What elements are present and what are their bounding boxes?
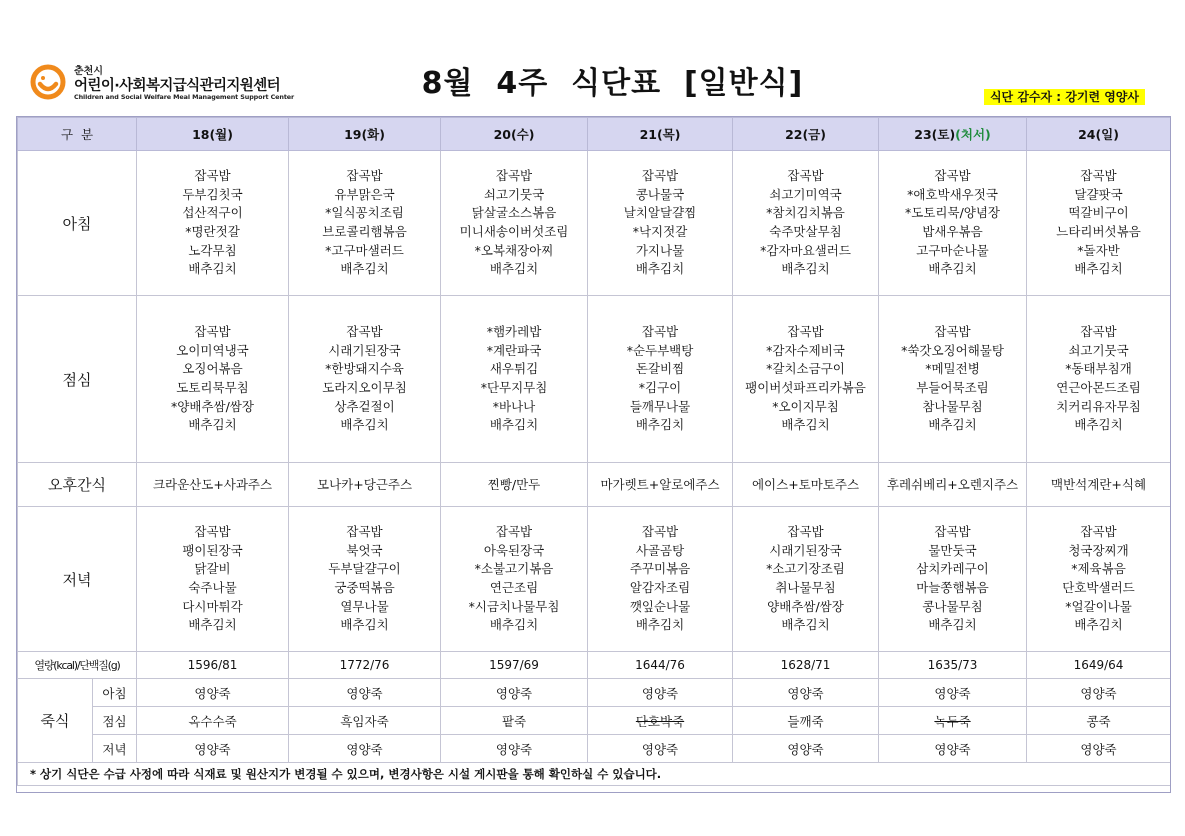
- meal-cell: [1027, 507, 1171, 652]
- dish-item: 숙주나물: [188, 580, 237, 595]
- dish-item: 노각무침: [188, 242, 237, 258]
- porridge-lunch-row: [18, 707, 1171, 735]
- dish-item: 배추김치: [928, 261, 977, 277]
- supervisor-label: 식단 감수자 : 강기련 영양사: [984, 89, 1145, 105]
- dish-item: 배추김치: [1074, 617, 1123, 633]
- dish-item: *낙지젓갈: [632, 224, 688, 239]
- dish-item: 마늘쫑햄볶음: [916, 580, 989, 595]
- dish-item: 잡곡밥: [934, 524, 971, 540]
- dish-item: 쇠고기미역국: [769, 186, 842, 202]
- day-header: 21(목): [588, 118, 733, 151]
- dish-item: *애호박새우젓국: [907, 186, 998, 202]
- meal-cell: [289, 296, 441, 463]
- snack-cell: 찐빵/만두: [441, 463, 588, 507]
- porridge-sub-label: 저녁: [93, 735, 137, 763]
- dish-item: 부들어묵조림: [916, 380, 989, 395]
- dish-item: 쇠고기뭇국: [483, 186, 545, 202]
- dish-item: *오이지무침: [772, 398, 839, 414]
- meal-cell: [879, 507, 1027, 652]
- meal-cell: [137, 296, 289, 463]
- dish-item: 잡곡밥: [1080, 524, 1117, 540]
- dish-item: 양배추쌈/쌈장: [767, 598, 844, 614]
- dish-item: 잡곡밥: [641, 524, 679, 540]
- dish-item: *메밀전병: [925, 361, 980, 377]
- dish-item: *돌자반: [1077, 242, 1120, 258]
- meal-cell: [879, 151, 1027, 296]
- day-header-saturday: [879, 118, 1027, 151]
- snack-cell: 후레쉬베리+오렌지주스: [879, 463, 1027, 507]
- dish-item: 열무나물: [340, 598, 389, 614]
- dish-item: 참나물무침: [922, 398, 983, 414]
- porridge-cell: 영양죽: [1027, 679, 1171, 707]
- dish-item: *소불고기볶음: [474, 561, 554, 577]
- day-header: 24(일): [1027, 118, 1171, 151]
- dish-item: 잡곡밥: [787, 324, 824, 340]
- porridge-cell: 영양죽: [137, 679, 289, 707]
- dish-item: 잡곡밥: [787, 168, 824, 184]
- dish-item: 잡곡밥: [194, 524, 231, 540]
- dish-item: 닭갈비: [194, 561, 231, 577]
- dish-item: 잡곡밥: [641, 168, 679, 184]
- meal-cell: [441, 151, 588, 296]
- dish-item: 잡곡밥: [495, 524, 533, 540]
- category-header: 구 분: [18, 118, 137, 151]
- dish-item: 잡곡밥: [495, 168, 533, 184]
- snack-cell: 에이스+토마토주스: [733, 463, 879, 507]
- day-header: 18(월): [137, 118, 289, 151]
- dish-item: 콩나물무침: [922, 598, 983, 614]
- dish-item: *단무지무침: [480, 380, 548, 395]
- meal-cell: [733, 507, 879, 652]
- porridge-cell: 영양죽: [289, 735, 441, 763]
- logo-name: 어린이·사회복지급식관리지원센터: [74, 78, 281, 94]
- dish-item: 배추김치: [635, 617, 685, 633]
- dish-item: 새우튀김: [489, 361, 539, 377]
- dish-item: *양배추쌈/쌈장: [171, 398, 254, 414]
- dish-item: 깻잎순나물: [629, 598, 691, 614]
- porridge-cell: 영양죽: [441, 735, 588, 763]
- dish-item: 떡갈비구이: [1068, 205, 1129, 221]
- logo-english-name: Children and Social Welfare Meal Management Support Center: [74, 93, 295, 101]
- dish-item: 시래기된장국: [328, 342, 401, 358]
- porridge-cell: 들깨죽: [733, 707, 879, 735]
- day-header: 20(수): [441, 118, 588, 151]
- meal-cell: [137, 507, 289, 652]
- meal-cell: [1027, 296, 1171, 463]
- meal-cell: [733, 151, 879, 296]
- porridge-cell: 영양죽: [137, 735, 289, 763]
- dish-item: *바나나: [492, 398, 536, 414]
- porridge-cell: 콩죽: [1027, 707, 1171, 735]
- day-label: 23(토): [914, 127, 956, 142]
- dish-item: 섭산적구이: [182, 205, 243, 221]
- dish-item: 잡곡밥: [1080, 168, 1117, 184]
- dish-item: 배추김치: [489, 261, 539, 277]
- dish-item: 다시마튀각: [182, 598, 243, 614]
- snack-label: 오후간식: [18, 463, 137, 507]
- dish-item: 배추김치: [188, 417, 237, 433]
- dish-item: *갈치소금구이: [766, 361, 845, 377]
- dish-item: *제육볶음: [1071, 561, 1126, 577]
- dish-item: 물만둣국: [928, 542, 977, 558]
- dish-item: 배추김치: [928, 617, 977, 633]
- dish-item: *일식꽁치조림: [325, 205, 404, 221]
- snack-cell: 크라운산도+사과주스: [137, 463, 289, 507]
- footnote: * 상기 식단은 수급 사정에 따라 식재료 및 원산지가 변경될 수 있으며, 변경사항은 시설 게시판을 통해 확인하실 수 있습니다.: [18, 763, 1171, 786]
- porridge-text: 단호박죽: [635, 713, 685, 729]
- dish-item: 배추김치: [340, 417, 389, 433]
- porridge-cell: 영양죽: [588, 679, 733, 707]
- porridge-sub-label: 점심: [93, 707, 137, 735]
- page-title: 8월 4주 식단표 [일반식]: [421, 66, 804, 101]
- dish-item: 배추김치: [781, 261, 830, 277]
- dish-item: 잡곡밥: [194, 168, 231, 184]
- dish-item: 배추김치: [340, 261, 389, 277]
- day-header: 22(금): [733, 118, 879, 151]
- dish-item: 잡곡밥: [787, 524, 824, 540]
- dish-item: *참치김치볶음: [766, 205, 845, 221]
- porridge-cell: 영양죽: [733, 679, 879, 707]
- meal-cell: [137, 151, 289, 296]
- dish-item: 배추김치: [928, 417, 977, 433]
- holiday-note: (처서): [955, 127, 991, 142]
- nutrition-value: 1635/73: [879, 652, 1027, 679]
- dish-item: 돈갈비찜: [635, 361, 685, 377]
- dish-item: *햄카레밥: [486, 324, 542, 340]
- dish-item: 도라지오이무침: [322, 380, 407, 395]
- porridge-sub-label: 아침: [93, 679, 137, 707]
- dish-item: 연근조림: [489, 580, 539, 595]
- dish-item: 궁중떡볶음: [334, 580, 395, 595]
- nutrition-label: 열량(kcal)/단백질(g): [18, 652, 137, 679]
- dish-item: 주꾸미볶음: [629, 561, 691, 577]
- dish-item: *얼갈이나물: [1065, 598, 1132, 614]
- meal-cell: [879, 296, 1027, 463]
- logo-city: 춘천시: [74, 66, 103, 77]
- porridge-cell: 영양죽: [879, 735, 1027, 763]
- meal-cell: [588, 296, 733, 463]
- nutrition-value: 1772/76: [289, 652, 441, 679]
- dish-item: 사골곰탕: [635, 542, 685, 558]
- dish-item: *순두부백탕: [626, 342, 694, 358]
- dish-item: 배추김치: [635, 261, 685, 277]
- dish-item: 배추김치: [1074, 261, 1123, 277]
- meal-cell: [588, 507, 733, 652]
- dish-item: 쇠고기뭇국: [1068, 342, 1129, 358]
- dish-item: 잡곡밥: [346, 324, 383, 340]
- dish-item: *오복채장아찌: [474, 242, 554, 258]
- dish-item: 고구마순나물: [916, 242, 989, 258]
- dish-item: 밥새우볶음: [922, 224, 983, 239]
- snack-cell: 맥반석계란+식혜: [1027, 463, 1171, 507]
- dish-item: 오징어볶음: [182, 361, 243, 377]
- nutrition-value: 1597/69: [441, 652, 588, 679]
- nutrition-value: 1596/81: [137, 652, 289, 679]
- dish-item: 배추김치: [188, 617, 237, 633]
- dish-item: *도토리묵/양념장: [905, 205, 1001, 221]
- dish-item: 상추겉절이: [334, 398, 395, 414]
- meal-cell: [289, 151, 441, 296]
- meal-cell: [289, 507, 441, 652]
- dish-item: 배추김치: [781, 417, 830, 433]
- dish-item: *시금치나물무침: [468, 598, 560, 614]
- dish-item: *명란젓갈: [185, 224, 240, 239]
- dish-item: 취나물무침: [775, 580, 836, 595]
- dish-item: *동태부침개: [1065, 361, 1132, 377]
- meal-cell: [441, 507, 588, 652]
- dish-item: *소고기장조림: [766, 561, 845, 577]
- dish-item: 잡곡밥: [1080, 324, 1117, 340]
- snack-cell: 모나카+당근주스: [289, 463, 441, 507]
- dish-item: 삼치카레구이: [916, 561, 989, 577]
- dish-item: 알감자조림: [629, 580, 691, 595]
- dish-item: 유부맑은국: [334, 186, 395, 202]
- snack-cell: 마가렛트+알로에주스: [588, 463, 733, 507]
- porridge-cell: 영양죽: [588, 735, 733, 763]
- porridge-cell: 팥죽: [441, 707, 588, 735]
- meal-cell: [733, 296, 879, 463]
- header-row: [18, 118, 1171, 151]
- nutrition-value: 1628/71: [733, 652, 879, 679]
- dish-item: *계란파국: [486, 342, 542, 358]
- nutrition-row: [18, 652, 1171, 679]
- dish-item: 팽이버섯파프리카볶음: [745, 380, 866, 395]
- dish-item: 배추김치: [635, 417, 685, 433]
- dish-item: *고구마샐러드: [325, 242, 404, 258]
- porridge-cell: [588, 707, 733, 735]
- dish-item: 북엇국: [346, 542, 383, 558]
- dish-item: 가지나물: [635, 242, 685, 258]
- dish-item: 오이미역냉국: [176, 342, 249, 358]
- dish-item: 잡곡밥: [194, 324, 231, 340]
- dish-item: 잡곡밥: [346, 524, 383, 540]
- meal-cell: [441, 296, 588, 463]
- dinner-label: 저녁: [18, 507, 137, 652]
- porridge-cell: [879, 707, 1027, 735]
- meal-cell: [1027, 151, 1171, 296]
- dish-item: 느타리버섯볶음: [1056, 224, 1141, 239]
- porridge-cell: 영양죽: [441, 679, 588, 707]
- dish-item: 도토리묵무침: [176, 380, 249, 395]
- dish-item: 날치알달걀찜: [623, 205, 697, 221]
- dish-item: 두부달걀구이: [328, 561, 401, 577]
- dish-item: *김구이: [638, 380, 682, 395]
- meal-cell: [588, 151, 733, 296]
- dish-item: 배추김치: [1074, 417, 1123, 433]
- snack-row: [18, 463, 1171, 507]
- porridge-cell: 영양죽: [733, 735, 879, 763]
- lunch-label: 점심: [18, 296, 137, 463]
- dish-item: 치커리유자무침: [1056, 398, 1141, 414]
- dish-item: 배추김치: [489, 417, 539, 433]
- porridge-cell: 흑임자죽: [289, 707, 441, 735]
- dish-item: *한방돼지수육: [325, 361, 404, 377]
- dish-item: 미니새송이버섯조림: [459, 224, 569, 239]
- dish-item: 브로콜리햄볶음: [322, 224, 407, 239]
- dinner-row: [18, 507, 1171, 652]
- menu-table: [17, 117, 1171, 786]
- porridge-cell: 영양죽: [1027, 735, 1171, 763]
- porridge-breakfast-row: [18, 679, 1171, 707]
- porridge-text: 녹두죽: [934, 713, 971, 729]
- dish-item: 잡곡밥: [934, 324, 971, 340]
- footnote-row: [18, 763, 1171, 786]
- dish-item: 배추김치: [781, 617, 830, 633]
- porridge-cell: 영양죽: [289, 679, 441, 707]
- day-header: 19(화): [289, 118, 441, 151]
- dish-item: 달걀팟국: [1074, 186, 1123, 202]
- dish-item: 닭살굴소스볶음: [471, 205, 557, 221]
- dish-item: 아욱된장국: [483, 542, 545, 558]
- lunch-row: [18, 296, 1171, 463]
- dish-item: 잡곡밥: [934, 168, 971, 184]
- porridge-cell: 영양죽: [879, 679, 1027, 707]
- dish-item: 팽이된장국: [182, 542, 243, 558]
- dish-item: 콩나물국: [635, 186, 685, 202]
- dish-item: 배추김치: [489, 617, 539, 633]
- dish-item: 배추김치: [188, 261, 237, 277]
- dish-item: 시래기된장국: [769, 542, 842, 558]
- porridge-label: 죽식: [18, 679, 93, 763]
- dish-item: 잡곡밥: [641, 324, 679, 340]
- breakfast-row: [18, 151, 1171, 296]
- dish-item: 숙주맛살무침: [769, 224, 842, 239]
- dish-item: 단호박샐러드: [1062, 580, 1135, 595]
- dish-item: *감자마요샐러드: [760, 242, 851, 258]
- porridge-dinner-row: [18, 735, 1171, 763]
- dish-item: *감자수제비국: [766, 342, 845, 358]
- dish-item: 두부김칫국: [182, 186, 243, 202]
- breakfast-label: 아침: [18, 151, 137, 296]
- dish-item: 잡곡밥: [346, 168, 383, 184]
- dish-item: 청국장찌개: [1068, 542, 1129, 558]
- dish-item: 연근아몬드조림: [1056, 380, 1141, 395]
- dish-item: 배추김치: [340, 617, 389, 633]
- porridge-cell: 옥수수죽: [137, 707, 289, 735]
- nutrition-value: 1649/64: [1027, 652, 1171, 679]
- nutrition-value: 1644/76: [588, 652, 733, 679]
- dish-item: *쑥갓오징어해물탕: [901, 342, 1004, 358]
- dish-item: 들깨무나물: [629, 398, 691, 414]
